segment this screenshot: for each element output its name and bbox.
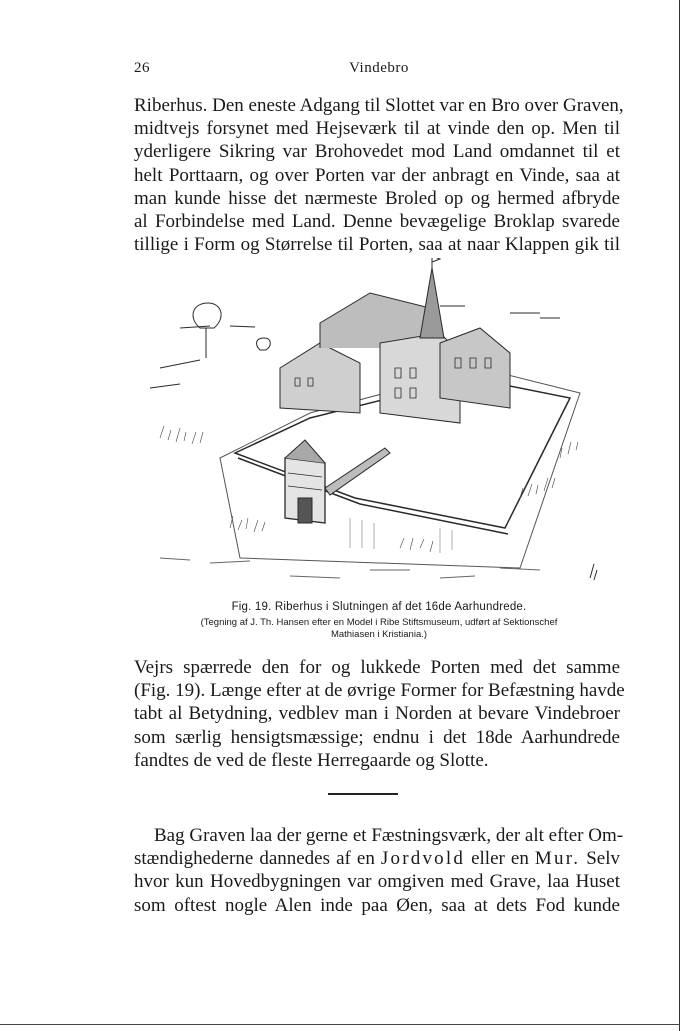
castle-illustration	[140, 258, 620, 598]
text-line: al Forbindelse med Land. Denne bevægelige Broklap svarede	[134, 211, 620, 233]
text-line: Riberhus. Den eneste Adgang til Slottet var en Bro over Graven,	[134, 95, 624, 116]
text-segment: stændighederne dannedes af en	[134, 848, 381, 870]
page-header	[134, 60, 624, 80]
text-line: tillige i Form og Størrelse til Porten, saa at naar Klappen gik til	[134, 234, 620, 256]
figure-caption: Fig. 19. Riberhus i Slutningen af det 16de Aarhundrede.	[231, 601, 527, 613]
text-line: Vejrs spærrede den for og lukkede Porten med det samme	[134, 657, 620, 678]
text-line: helt Porttaarn, og over Porten var der anbragt en Vinde, saa at	[134, 164, 620, 186]
figure-credit	[134, 617, 624, 641]
text-line: tabt al Betydning, vedblev man i Norden at bevare Vindebroer	[134, 703, 620, 725]
section-divider	[328, 793, 398, 795]
text-line: som særlig hensigtsmæssige; endnu i det 18de Aarhundrede	[134, 726, 620, 748]
text-line: midtvejs forsynet med Hejseværk til at vinde den op. Men til	[134, 118, 620, 140]
emphasized-term: Mur.	[534, 848, 581, 870]
page-edge-bottom	[0, 1024, 680, 1025]
text-segment: eller en	[465, 848, 535, 870]
paragraph-2	[134, 656, 625, 772]
text-line: man kunde hisse det nærmeste Broled op og hermed afbryde	[134, 187, 620, 209]
paragraph-1	[134, 94, 624, 256]
paragraph-3	[134, 824, 624, 917]
text-line: som oftest nogle Alen inde paa Øen, saa at dets Fod kunde	[134, 894, 620, 916]
text-line	[134, 847, 620, 870]
running-title: Vindebro	[349, 60, 409, 76]
figure-credit-line: Mathiasen i Kristiania.)	[330, 629, 428, 640]
text-line: (Fig. 19). Længe efter at de øvrige Former for Befæstning havde	[134, 680, 625, 702]
figure-credit-line: (Tegning af J. Th. Hansen efter en Model i Ribe Stiftsmuseum, udført af Sektionschef	[200, 617, 558, 628]
text-line: yderligere Sikring var Brohovedet mod Land omdannet til et	[134, 141, 620, 163]
text-line: hvor kun Hovedbygningen var omgiven med Grave, laa Huset	[134, 871, 620, 893]
text-segment: Selv	[580, 848, 621, 870]
page-number: 26	[134, 60, 150, 76]
text-line: Bag Graven laa der gerne et Fæstningsværk, der alt efter Om-	[154, 825, 624, 846]
text-line: fandtes de ved de fleste Herregaarde og Slotte.	[134, 749, 489, 771]
emphasized-term: Jordvold	[380, 848, 466, 870]
